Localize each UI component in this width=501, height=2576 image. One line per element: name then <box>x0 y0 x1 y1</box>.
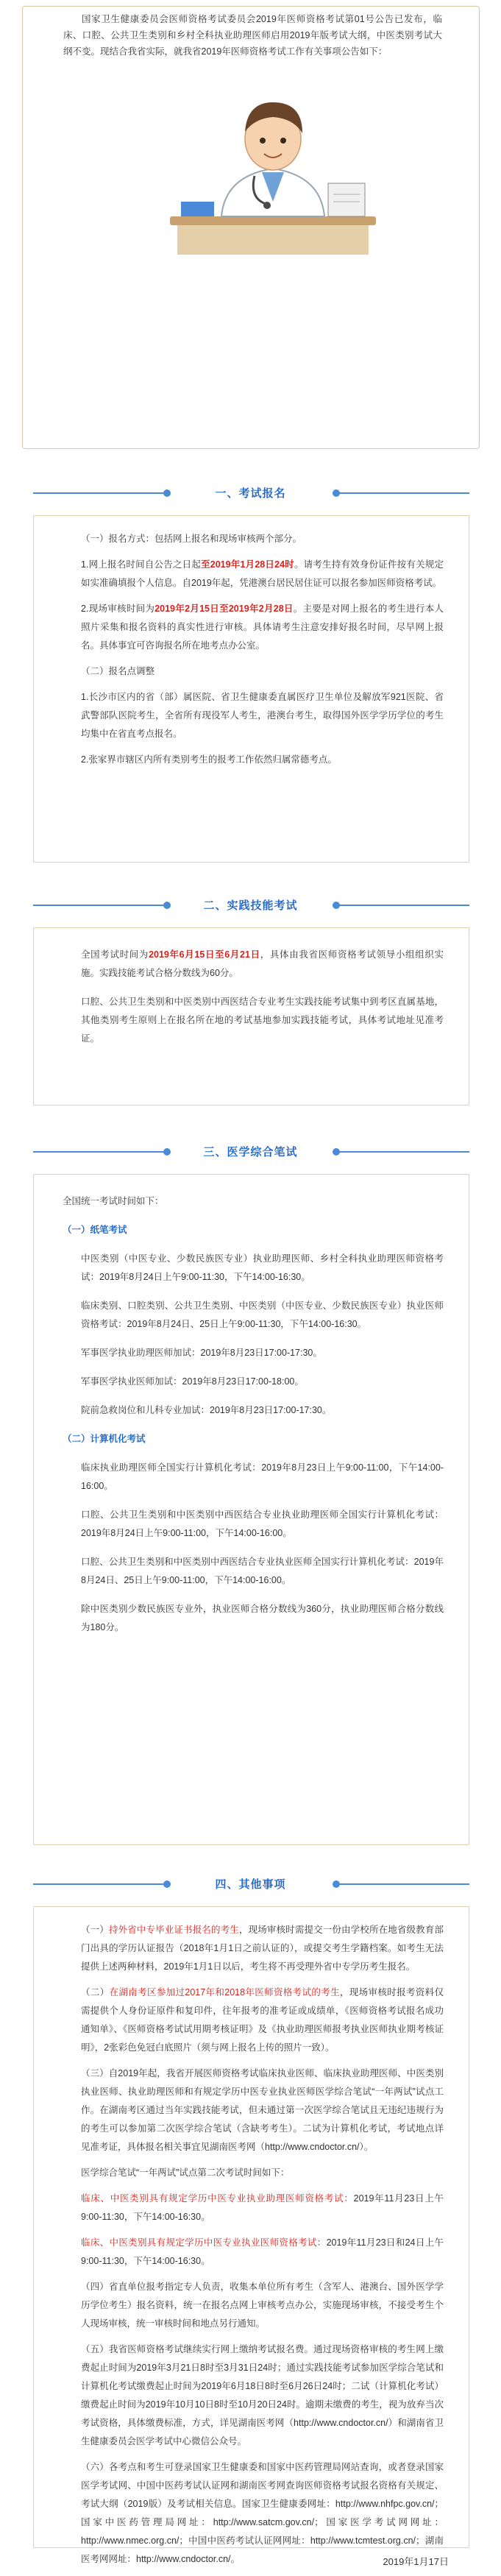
s4-p3: （三）自2019年起，我省开展医师资格考试临床执业医师、临床执业助理医师、中医类别执业医师、执业助理医师和有规定学历中医专业执业医师医学综合笔试“一年两试”试点工作。在湖南考区通过当年实践技能考试，但未通过第一次医学综合笔试且无违纪违规行为的考生可以参加第二次医学综合笔试（含缺考考生）。二试为计算机化考试，考试地点详见准考证，具体报名相关事宜见湖南医考网（http://www.cndoctor.cn/）。 <box>81 2068 444 2152</box>
s2-content <box>63 946 444 1048</box>
s4-p7: （四）省直单位报考指定专人负责，收集本单位所有考生（含军人、港澳台、国外医学学历学位考生）报名资料，统一在报名点网上审核考点办公，实施现场审核，不接受考生个人现场审核，统一审核时间和地点另行通知。 <box>81 2282 444 2329</box>
s2-p1: 全国考试时间为2019年6月15日至6月21日，具体由我省医师资格考试领导小组组织实施。实践技能考试合格分数线为60分。 <box>81 949 444 978</box>
s3-heading-computer: （二）计算机化考试 <box>63 1434 146 1444</box>
s3-p6: 院前急救岗位和儿科专业加试：2019年8月23日17:00-17:30。 <box>81 1405 332 1415</box>
s1-p3: 2.现场审核时间为2019年2月15日至2019年2月28日。主要是对网上报名的考生进行本人照片采集和报名资料的真实性进行审核。具体请考生注意安排好报名时间，尽早网上报名。具体事宜可咨询报名所在地考点办公室。 <box>81 604 444 651</box>
s4-content <box>63 1921 444 2569</box>
s3-p1: 全国统一考试时间如下： <box>63 1196 164 1206</box>
publish-date: 2019年1月17日 <box>383 2556 449 2567</box>
s3-heading-paper: （一）纸笔考试 <box>63 1225 127 1235</box>
s4-p1: （一）持外省中专毕业证书报名的考生，现场审核时需提交一份由学校所在地省级教育部门出具的学历认证报告（2018年1月1日之前认证的），或提交考生学籍档案。如考生无法提供上述两种材料，2019年1月1日以后，考生将不再受理外省中专学历考生报名。 <box>81 1925 444 1972</box>
s4-p8: （五）我省医师资格考试继续实行网上缴纳考试报名费。通过现场资格审核的考生网上缴费起止时间为2019年3月21日8时至3月31日24时；通过实践技能考试参加医学综合笔试和计算机化考试缴费起止时间为2019年6月18日8时至6月26日24时；二试（计算机化考试）缴费起止时间为2019年10月10日8时至10月20日24时。逾期未缴费的考生，视为放弃当次考试资格，具体缴费标准，方式，详见湖南医考网（http://www.cndoctor.cn/）和湖南省卫生健康委员会医学考试中心微信公众号。 <box>81 2344 444 2446</box>
s1-p2: 1.网上报名时间自公告之日起至2019年1月28日24时。请考生持有效身份证件按有关规定如实准确填报个人信息。自2019年起，凭港澳台居民居住证可以报名参加医师资格考试。 <box>81 559 444 588</box>
doctor-illustration <box>163 80 383 257</box>
s4-p9: （六）各考点和考生可登录国家卫生健康委和国家中医药管理局网站查询，或者登录国家医学考试网、中国中医药考试认证网和湖南医考网查询医师资格考试报名资格有关规定、考试大纲（2019版）及考试相关信息。国家卫生健康委网址：http://www.nhfpc.gov.cn/；国家中医药管理局网址：http://www.satcm.gov.cn/；国家医学考试网网址：http://www.nmec.org.cn/；中国中医药考试认证网网址：http://www.tcmtest.org.cn/；湖南医考网网址：http://www.cndoctor.cn/。 <box>81 2462 444 2564</box>
s4-p2: （二）在湖南考区参加过2017年和2018年医师资格考试的考生，现场审核时报考资料仅需提供个人身份证原件和复印件，往年报考的准考证或成绩单，《医师资格考试报名成功通知单》、《医师资格考试试用期考核证明》及《执业助理医师报考执业医师执业期考核证明》，2张彩色免冠白底照片（须与网上报名上传的照片一致）。 <box>81 1987 444 2053</box>
section-title: 三、医学综合笔试 <box>203 1146 298 1158</box>
s3-p3: 临床类别、口腔类别、公共卫生类别、中医类别（中医专业、少数民族医专业）执业医师资格考试：2019年8月24日、25日上午9:00-11:30，下午14:00-16:30。 <box>81 1301 444 1329</box>
s3-p10: 除中医类别少数民族医专业外，执业医师合格分数线为360分，执业助理医师合格分数线为180分。 <box>81 1604 444 1632</box>
s4-p5: 临床、中医类别具有规定学历中医专业执业助理医师资格考试：2019年11月23日上午9:00-11:30，下午14:00-16:30。 <box>81 2193 444 2222</box>
intro-text: 国家卫生健康委员会医师资格考试委员会2019年医师资格考试第01号公告已发布，临床、口腔、公共卫生类别和乡村全科执业助理医师启用2019年版考试大纲，中医类别考试大纲不变。现结合我省实际，就我省2019年医师资格考试工作有关事项公告如下： <box>63 14 442 57</box>
section-header-2 <box>0 891 501 920</box>
s1-p1: （一）报名方式：包括网上报名和现场审核两个部分。 <box>81 534 302 544</box>
s3-p7: 临床执业助理医师全国实行计算机化考试：2019年8月23日上午9:00-11:00，下午14:00-16:00。 <box>81 1462 444 1491</box>
s1-p5: 1.长沙市区内的省（部）属医院、省卫生健康委直属医疗卫生单位及解放军921医院、省武警部队医院考生，全省所有现役军人考生，港澳台考生，取得国外医学学历学位的考生均集中在省直考点报名。 <box>81 692 444 739</box>
s3-p8: 口腔、公共卫生类别和中医类别中西医结合专业执业助理医师全国实行计算机化考试：2019年8月24日上午9:00-11:00，下午14:00-16:00。 <box>81 1510 444 1538</box>
s3-p2: 中医类别（中医专业、少数民族医专业）执业助理医师、乡村全科执业助理医师资格考试：2019年8月24日上午9:00-11:30，下午14:00-16:30。 <box>81 1253 444 1282</box>
s1-p6: 2.张家界市辖区内所有类别考生的报考工作依然归属常德考点。 <box>81 754 337 765</box>
section-header-4 <box>0 1869 501 1899</box>
s3-content <box>63 1192 444 1637</box>
s3-p9: 口腔、公共卫生类别和中医类别中西医结合专业执业医师全国实行计算机化考试：2019年8月24日、25日上午9:00-11:00，下午14:00-16:00。 <box>81 1557 444 1585</box>
section-title: 四、其他事项 <box>215 1878 286 1891</box>
s1-content <box>63 530 444 769</box>
section-header-3 <box>0 1137 501 1167</box>
s3-p5: 军事医学执业医师加试：2019年8月23日17:00-18:00。 <box>81 1376 304 1387</box>
s1-p4: （二）报名点调整 <box>81 666 155 676</box>
s2-p2: 口腔、公共卫生类别和中医类别中西医结合专业考生实践技能考试集中到考区直属基地，其他类别考生原则上在报名所在地的考试基地参加实践技能考试，具体考试地址见准考证。 <box>81 997 444 1044</box>
s4-p6: 临床、中医类别具有规定学历中医专业执业医师资格考试：2019年11月23日和24日上午9:00-11:30，下午14:00-16:30。 <box>81 2237 444 2266</box>
s3-p4: 军事医学执业助理医师加试：2019年8月23日17:00-17:30。 <box>81 1348 322 1358</box>
section-header-1 <box>0 478 501 508</box>
s4-p4: 医学综合笔试“一年两试”试点第二次考试时间如下： <box>81 2168 290 2178</box>
section-title: 一、考试报名 <box>215 487 286 500</box>
intro-card <box>22 6 480 449</box>
section-title: 二、实践技能考试 <box>203 899 298 912</box>
